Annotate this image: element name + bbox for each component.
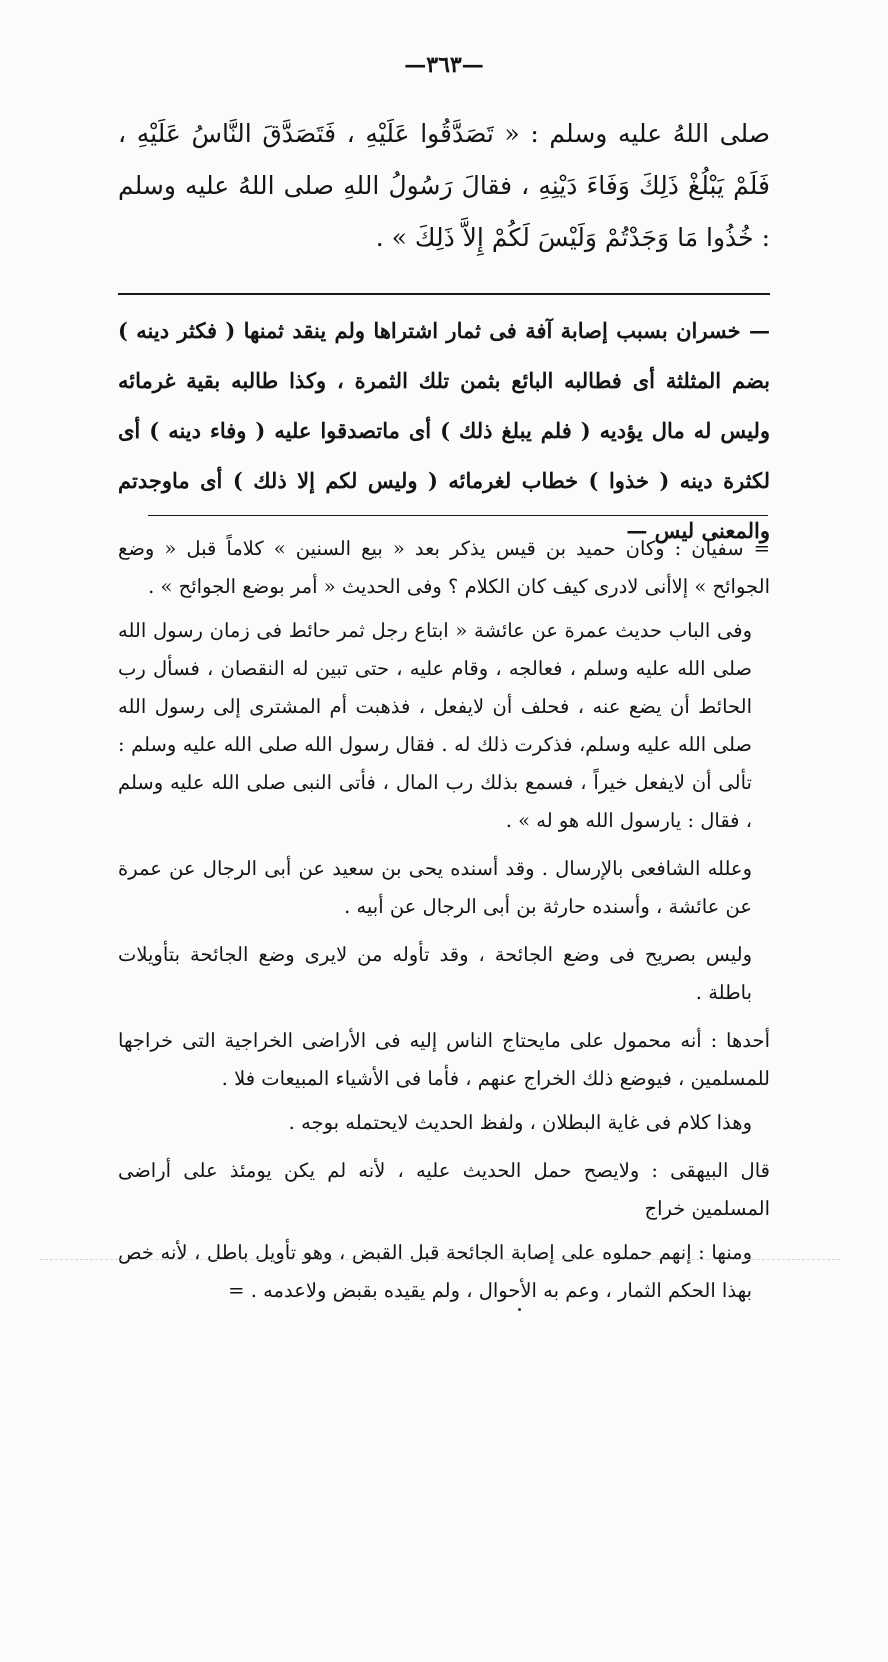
commentary <box>118 306 770 556</box>
main-paragraph: صلى اللهُ عليه وسلم : « تَصَدَّقُوا عَلَيْهِ ، فَتَصَدَّقَ النَّاسُ عَلَيْهِ ، فَلَمْ يَبْلُغْ ذَلِكَ وَفَاءَ دَيْنِهِ ، فقالَ رَسُولُ اللهِ صلى اللهُ عليه وسلم : خُذُوا مَا وَجَدْتُمْ وَلَيْسَ لَكُمْ إِلاَّ ذَلِكَ » . <box>118 119 770 252</box>
scan-artifact-line <box>40 1259 840 1260</box>
note-paragraph: وفى الباب حديث عمرة عن عائشة « ابتاع رجل ثمر حائط فى زمان رسول الله صلى الله عليه وسلم ، فعالجه ، وقام عليه ، حتى تبين له النقصان ، فسأل رب الحائط أن يضع عنه ، فحلف أن لايفعل ، فذهبت أم المشترى إلى رسول الله صلى الله عليه وسلم، فذكرت ذلك له . فقال رسول الله صلى الله عليه وسلم : تألى أن لايفعل خيراً ، فسمع بذلك رب المال ، فأتى النبى صلى الله عليه وسلم ، فقال : يارسول الله هو له » . <box>118 619 753 832</box>
notes <box>118 530 770 1310</box>
note-paragraph: = سفيان : وكان حميد بن قيس يذكر بعد « بيع السنين » كلاماً قبل « وضع الجوائح » إلاأنى لادرى كيف كان الكلام ؟ وفى الحديث « أمر بوضع الجوائح » . <box>118 537 770 598</box>
note-paragraph: وهذا كلام فى غاية البطلان ، ولفظ الحديث لايحتمله بوجه . <box>288 1111 752 1134</box>
note-paragraph: وليس بصريح فى وضع الجائحة ، وقد تأوله من لايرى وضع الجائحة بتأويلات باطلة . <box>118 943 752 1004</box>
commentary-divider <box>148 515 768 516</box>
note-paragraph: ومنها : إنهم حملوه على إصابة الجائحة قبل القبض ، وهو تأويل باطل ، لأنه خص بهذا الحكم الثمار ، وعم به الأحوال ، ولم يقيده بقبض ولاعدمه . = <box>118 1241 752 1302</box>
note-paragraph: وعلله الشافعى بالإرسال . وقد أسنده يحى بن سعيد عن أبى الرجال عن عمرة عن عائشة ، وأسنده حارثة بن أبى الرجال عن أبيه . <box>118 857 752 918</box>
page-number: —٣٦٣— <box>404 52 484 78</box>
commentary-paragraph: — خسران بسبب إصابة آفة فى ثمار اشتراها ولم ينقد ثمنها ( فكثر دينه ) بضم المثلثة أى فطالبه البائع بثمن تلك الثمرة ، وكذا طالبه بقية غرمائه وليس له مال يؤديه ( فلم يبلغ ذلك ) أى ماتصدقوا عليه ( وفاء دينه ) أى لكثرة دينه ( خذوا ) خطاب لغرمائه ( وليس لكم إلا ذلك ) أى ماوجدتم والمعنى ليس — <box>118 318 770 543</box>
scan-speck <box>518 1308 521 1311</box>
note-paragraph: أحدها : أنه محمول على مايحتاج الناس إليه فى الأراضى الخراجية التى خراجها للمسلمين ، فيوضع ذلك الخراج عنهم ، فأما فى الأشياء المبيعات فلا . <box>118 1029 770 1090</box>
main-divider <box>118 293 770 295</box>
note-paragraph: قال البيهقى : ولايصح حمل الحديث عليه ، لأنه لم يكن يومئذ على أراضى المسلمين خراج <box>118 1159 770 1220</box>
main-text <box>118 108 770 264</box>
